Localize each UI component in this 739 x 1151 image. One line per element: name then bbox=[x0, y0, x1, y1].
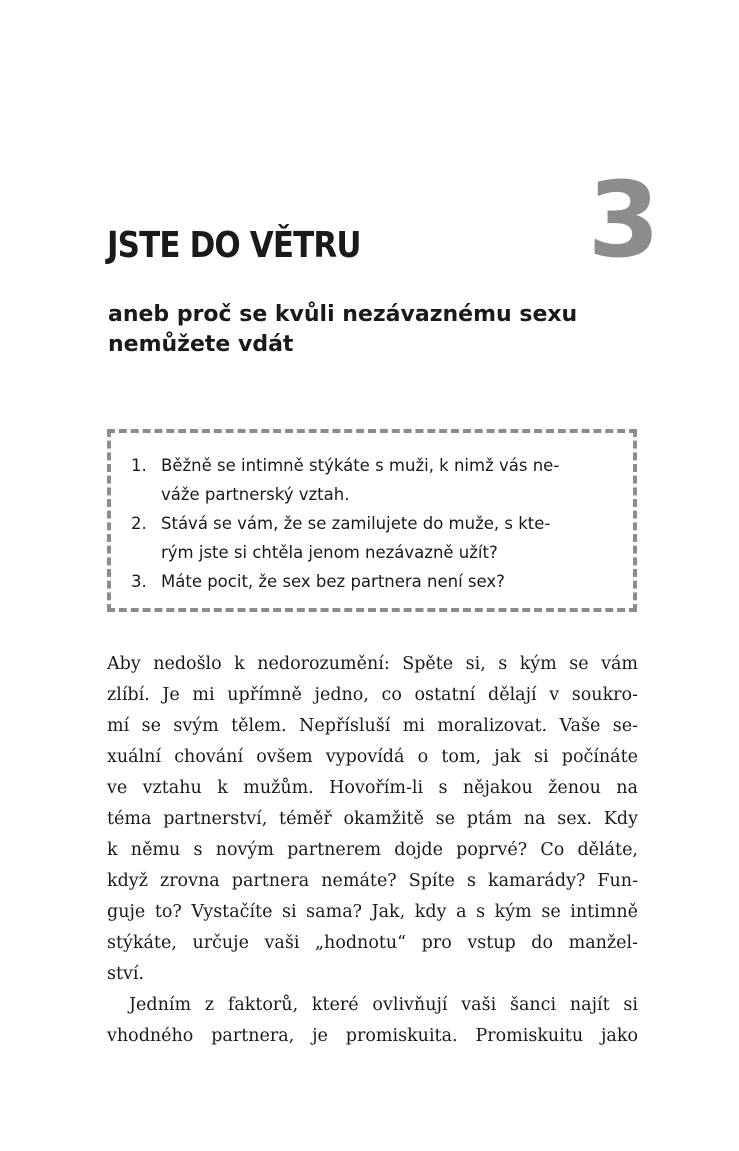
quiz-item bbox=[131, 509, 617, 567]
body-line: zlíbí. Je mi upřímně jedno, co ostatní dělají v soukro- bbox=[107, 685, 638, 705]
chapter-number: 3 bbox=[587, 159, 660, 281]
quiz-list bbox=[131, 451, 617, 596]
body-line: xuální chování ovšem vypovídá o tom, jak si počínáte bbox=[107, 747, 638, 767]
body-line: k němu s novým partnerem dojde poprvé? Co děláte, bbox=[107, 840, 638, 860]
body-line: téma partnerství, téměř okamžitě se ptám na sex. Kdy bbox=[107, 809, 638, 829]
quiz-item-line: Máte pocit, že sex bez partnera není sex? bbox=[161, 572, 505, 591]
body-text bbox=[107, 649, 638, 1052]
body-line: když zrovna partnera nemáte? Spíte s kamarády? Fun- bbox=[107, 871, 638, 891]
quiz-item-number: 1. bbox=[131, 456, 147, 475]
body-line: mí se svým tělem. Nepřísluší mi moralizovat. Vaše se- bbox=[107, 716, 638, 736]
quiz-item-line: rým jste si chtěla jenom nezávazně užít? bbox=[161, 543, 498, 562]
body-line: stýkáte, určuje vaši „hodnotu“ pro vstup do manžel- bbox=[107, 933, 638, 953]
body-line: guje to? Vystačíte si sama? Jak, kdy a s kým se intimně bbox=[107, 902, 638, 922]
body-line: vhodného partnera, je promiskuita. Promiskuitu jako bbox=[107, 1026, 638, 1046]
body-line: Jedním z faktorů, které ovlivňují vaši šanci najít si bbox=[129, 995, 638, 1015]
quiz-item bbox=[131, 451, 617, 509]
quiz-item bbox=[131, 567, 617, 596]
quiz-item-number: 3. bbox=[131, 572, 147, 591]
body-line: ve vztahu k mužům. Hovořím-li s nějakou ženou na bbox=[107, 778, 638, 798]
quiz-item-number: 2. bbox=[131, 514, 147, 533]
quiz-item-line: váže partnerský vztah. bbox=[161, 485, 350, 504]
subtitle-line: aneb proč se kvůli nezávaznému sexu bbox=[108, 302, 578, 327]
chapter-subtitle bbox=[108, 300, 628, 360]
body-line: ství. bbox=[107, 964, 145, 984]
quiz-box bbox=[107, 429, 637, 612]
quiz-item-line: Běžně se intimně stýkáte s muži, k nimž vás ne- bbox=[161, 456, 560, 475]
quiz-item-line: Stává se vám, že se zamilujete do muže, s kte- bbox=[161, 514, 551, 533]
subtitle-line: nemůžete vdát bbox=[108, 332, 294, 357]
chapter-title: JSTE DO VĚTRU bbox=[107, 225, 361, 266]
body-line: Aby nedošlo k nedorozumění: Spěte si, s kým se vám bbox=[107, 654, 638, 674]
